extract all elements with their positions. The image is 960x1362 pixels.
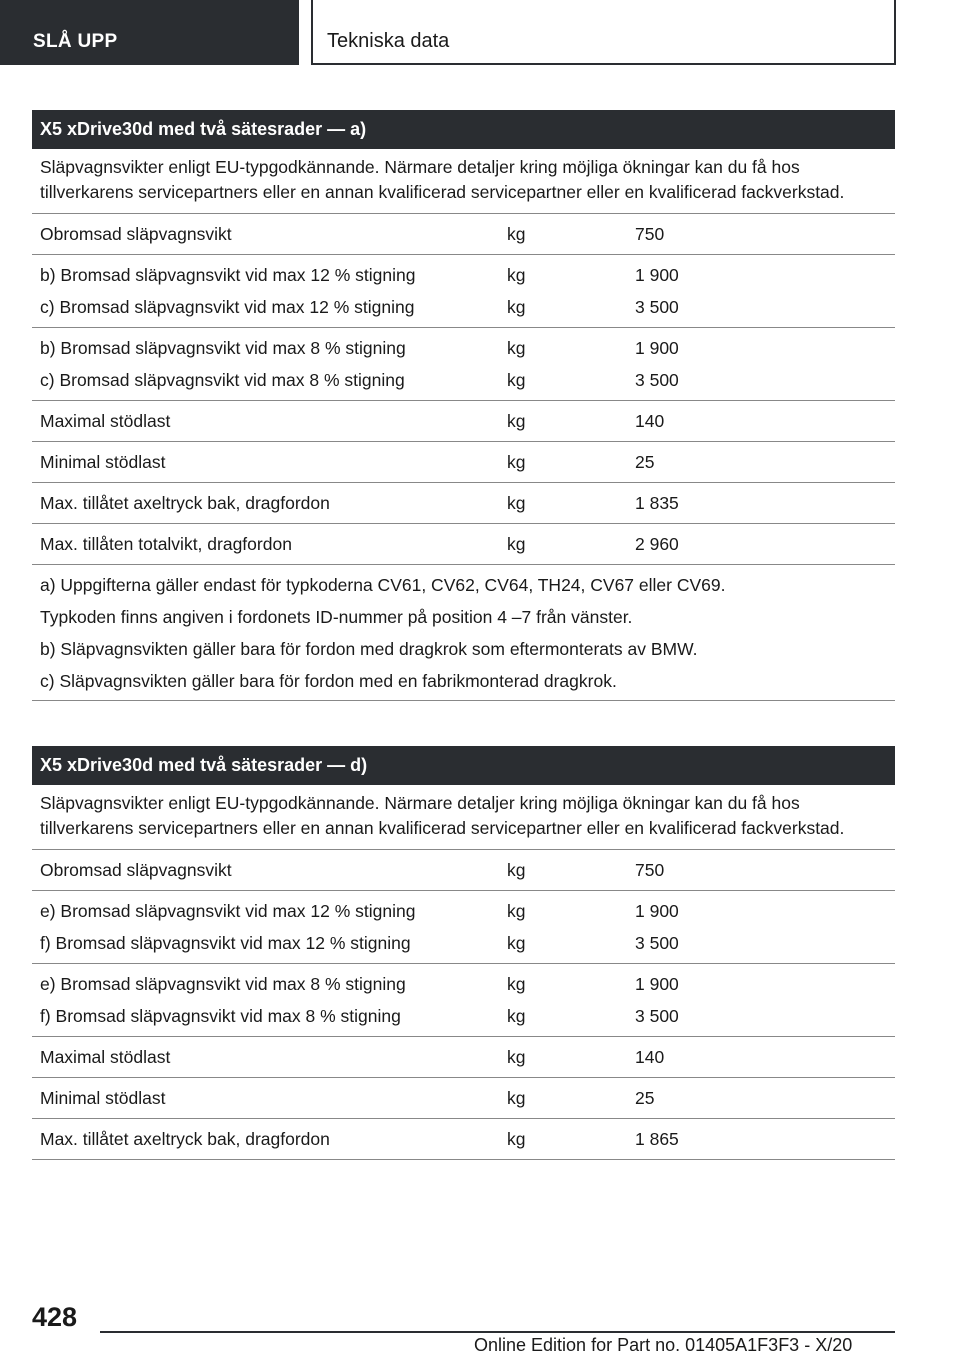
footer-divider xyxy=(100,1331,895,1333)
footnote: c) Släpvagnsvikten gäller bara för fordon med en fabrikmonterad dragkrok. xyxy=(40,671,617,691)
unit-cell xyxy=(507,1046,635,1068)
label-cell xyxy=(32,1046,507,1068)
table-row xyxy=(32,850,895,891)
row-value: 1 900 xyxy=(635,265,679,285)
row-label: Max. tillåtet axeltryck bak, dragfordon xyxy=(40,1129,330,1149)
row-label: Minimal stödlast xyxy=(40,452,166,472)
table-row xyxy=(32,255,895,328)
section-tab-label: SLÅ UPP xyxy=(33,31,118,52)
value-cell xyxy=(635,1128,895,1150)
row-value: 25 xyxy=(635,452,655,472)
unit-cell xyxy=(507,973,635,1027)
chapter-header xyxy=(311,0,896,65)
row-value: 3 500 xyxy=(635,933,679,953)
value-cell xyxy=(635,533,895,555)
row-value: 1 865 xyxy=(635,1129,679,1149)
row-label: b) Bromsad släpvagnsvikt vid max 8 % stigning xyxy=(40,338,406,358)
table-row xyxy=(32,442,895,483)
row-value: 3 500 xyxy=(635,297,679,317)
row-label: Max. tillåtet axeltryck bak, dragfordon xyxy=(40,493,330,513)
label-cell xyxy=(32,533,507,555)
row-unit: kg xyxy=(507,452,526,472)
table-row xyxy=(32,891,895,964)
value-cell xyxy=(635,492,895,514)
value-cell xyxy=(635,337,895,391)
table-row xyxy=(32,1037,895,1078)
towing-section-a xyxy=(32,110,895,701)
label-cell xyxy=(32,337,507,391)
row-value: 750 xyxy=(635,224,665,244)
section-tab xyxy=(0,0,299,65)
edition-text: Online Edition for Part no. 01405A1F3F3 - X/20 xyxy=(474,1335,853,1355)
section-intro: Släpvagnsvikter enligt EU-typgodkännande. Närmare detaljer kring möjliga ökningar kan du få hos tillverkarens servicepartners eller en annan kvalificerad servicepartner eller en kvalificerad fackverkstad. xyxy=(32,149,895,214)
row-unit: kg xyxy=(507,224,526,244)
towing-section-d xyxy=(32,746,895,1160)
unit-cell xyxy=(507,223,635,245)
unit-cell xyxy=(507,337,635,391)
footnote: Typkoden finns angiven i fordonets ID-nummer på position 4 –7 från vänster. xyxy=(40,607,633,627)
unit-cell xyxy=(507,1128,635,1150)
label-cell xyxy=(32,859,507,881)
page-number: 428 xyxy=(32,1302,78,1332)
footnote: a) Uppgifterna gäller endast för typkoderna CV61, CV62, CV64, TH24, CV67 eller CV69. xyxy=(40,575,726,595)
row-label: Maximal stödlast xyxy=(40,411,171,431)
label-cell xyxy=(32,1128,507,1150)
label-cell xyxy=(32,451,507,473)
row-label: f) Bromsad släpvagnsvikt vid max 12 % stigning xyxy=(40,933,411,953)
label-cell xyxy=(32,410,507,432)
label-cell xyxy=(32,223,507,245)
row-label: Max. tillåten totalvikt, dragfordon xyxy=(40,534,292,554)
row-unit: kg xyxy=(507,860,526,880)
footnotes xyxy=(32,565,895,701)
row-label: e) Bromsad släpvagnsvikt vid max 12 % stigning xyxy=(40,901,416,921)
label-cell xyxy=(32,900,507,954)
row-label: Minimal stödlast xyxy=(40,1088,166,1108)
row-label: Obromsad släpvagnsvikt xyxy=(40,860,232,880)
table-row xyxy=(32,214,895,255)
row-value: 2 960 xyxy=(635,534,679,554)
row-value: 1 900 xyxy=(635,901,679,921)
section-title: X5 xDrive30d med två sätesrader — d) xyxy=(32,746,895,785)
row-label: b) Bromsad släpvagnsvikt vid max 12 % stigning xyxy=(40,265,416,285)
value-cell xyxy=(635,973,895,1027)
row-unit: kg xyxy=(507,1047,526,1067)
section-intro: Släpvagnsvikter enligt EU-typgodkännande. Närmare detaljer kring möjliga ökningar kan du få hos tillverkarens servicepartners eller en annan kvalificerad servicepartner eller en kvalificerad fackverkstad. xyxy=(32,785,895,850)
table-row xyxy=(32,483,895,524)
value-cell xyxy=(635,859,895,881)
unit-cell xyxy=(507,859,635,881)
row-unit: kg xyxy=(507,338,526,358)
unit-cell xyxy=(507,451,635,473)
label-cell xyxy=(32,1087,507,1109)
footnote: b) Släpvagnsvikten gäller bara för fordon med dragkrok som eftermonterats av BMW. xyxy=(40,639,698,659)
row-label: Obromsad släpvagnsvikt xyxy=(40,224,232,244)
value-cell xyxy=(635,1087,895,1109)
value-cell xyxy=(635,451,895,473)
row-label: c) Bromsad släpvagnsvikt vid max 12 % stigning xyxy=(40,297,415,317)
row-value: 1 835 xyxy=(635,493,679,513)
row-unit: kg xyxy=(507,411,526,431)
section-title: X5 xDrive30d med två sätesrader — a) xyxy=(32,110,895,149)
label-cell xyxy=(32,492,507,514)
table-row xyxy=(32,328,895,401)
row-label: e) Bromsad släpvagnsvikt vid max 8 % stigning xyxy=(40,974,406,994)
unit-cell xyxy=(507,533,635,555)
row-label: f) Bromsad släpvagnsvikt vid max 8 % stigning xyxy=(40,1006,401,1026)
unit-cell xyxy=(507,900,635,954)
row-value: 140 xyxy=(635,1047,665,1067)
row-unit: kg xyxy=(507,1088,526,1108)
table-row xyxy=(32,964,895,1037)
value-cell xyxy=(635,410,895,432)
row-value: 750 xyxy=(635,860,665,880)
table-row xyxy=(32,401,895,442)
value-cell xyxy=(635,223,895,245)
row-unit: kg xyxy=(507,1129,526,1149)
row-unit: kg xyxy=(507,1006,526,1026)
row-value: 25 xyxy=(635,1088,655,1108)
value-cell xyxy=(635,264,895,318)
row-label: Maximal stödlast xyxy=(40,1047,171,1067)
row-unit: kg xyxy=(507,493,526,513)
unit-cell xyxy=(507,264,635,318)
table-row xyxy=(32,1119,895,1160)
row-unit: kg xyxy=(507,297,526,317)
row-value: 1 900 xyxy=(635,974,679,994)
row-unit: kg xyxy=(507,933,526,953)
unit-cell xyxy=(507,410,635,432)
row-unit: kg xyxy=(507,534,526,554)
label-cell xyxy=(32,973,507,1027)
row-unit: kg xyxy=(507,901,526,921)
row-value: 140 xyxy=(635,411,665,431)
chapter-title: Tekniska data xyxy=(327,30,450,52)
row-unit: kg xyxy=(507,265,526,285)
row-unit: kg xyxy=(507,370,526,390)
row-label: c) Bromsad släpvagnsvikt vid max 8 % stigning xyxy=(40,370,405,390)
table-row xyxy=(32,524,895,565)
row-value: 3 500 xyxy=(635,370,679,390)
value-cell xyxy=(635,1046,895,1068)
unit-cell xyxy=(507,492,635,514)
unit-cell xyxy=(507,1087,635,1109)
row-value: 1 900 xyxy=(635,338,679,358)
row-unit: kg xyxy=(507,974,526,994)
table-row xyxy=(32,1078,895,1119)
row-value: 3 500 xyxy=(635,1006,679,1026)
label-cell xyxy=(32,264,507,318)
value-cell xyxy=(635,900,895,954)
